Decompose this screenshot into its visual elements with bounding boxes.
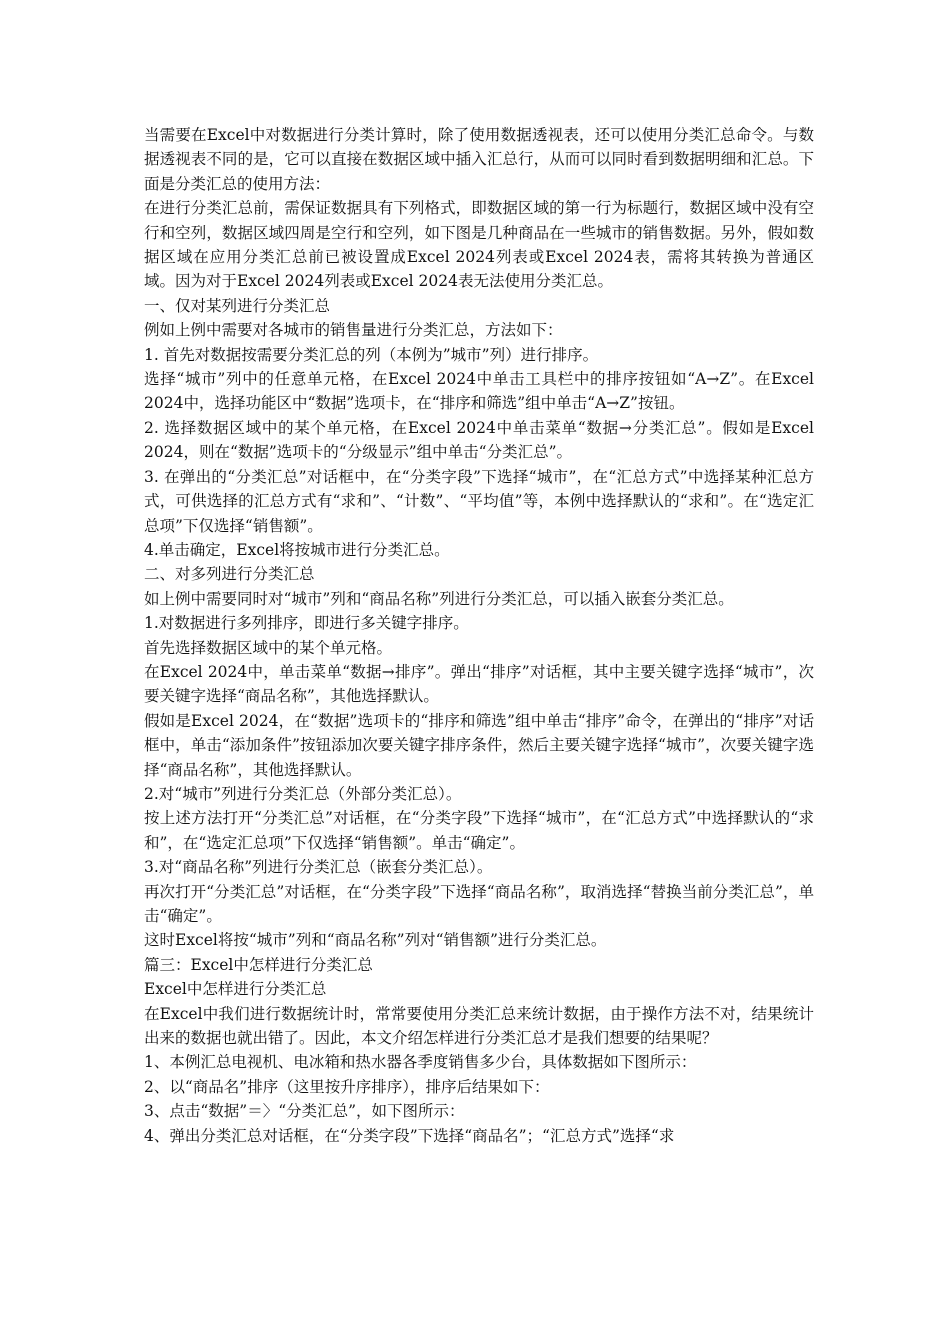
part-three-step-2: 2、以“商品名”排序（这里按升序排序），排序后结果如下： (144, 1077, 550, 1096)
section-heading-single-column: 一、仅对某列进行分类汇总 (144, 296, 331, 315)
part-three-heading: 篇三：Excel中怎样进行分类汇总 (144, 955, 373, 974)
step-1-detail: 选择“城市”列中的任意单元格，在Excel 2024中单击工具栏中的排序按钮如“A→Z”。在Excel 2024中，选择功能区中“数据”选项卡，在“排序和筛选”组中单击“A→Z”按钮。 (144, 370, 814, 413)
multi-step-3-detail: 再次打开“分类汇总”对话框，在“分类字段”下选择“商品名称”，取消选择“替换当前分类汇总”，单击“确定”。 (144, 882, 814, 925)
part-three-step-3: 3、点击“数据”＝〉“分类汇总”，如下图所示： (144, 1102, 465, 1121)
multi-step-3: 3.对“商品名称”列进行分类汇总（嵌套分类汇总）。 (144, 858, 493, 877)
step-2-subtotal-menu: 2. 选择数据区域中的某个单元格，在Excel 2024中单击菜单“数据→分类汇总”。假如是Excel 2024，则在“数据”选项卡的“分级显示”组中单击“分类汇总”。 (144, 418, 814, 462)
part-three-intro: 在Excel中我们进行数据统计时，常常要使用分类汇总来统计数据，由于操作方法不对，结果统计出来的数据也就出错了。因此，本文介绍怎样进行分类汇总才是我们想要的结果呢？ (144, 1004, 814, 1048)
format-requirement-paragraph: 在进行分类汇总前，需保证数据具有下列格式，即数据区域的第一行为标题行，数据区域中没有空行和空列，数据区域四周是空行和空列，如下图是几种商品在一些城市的销售数据。另外，假如数据区域在应用分类汇总前已被设置成Excel 2024列表或Excel 2024表，需将其转换为普通区域。因为对于Excel 2024列表或Excel 2024表无法使用分类汇总。 (144, 199, 814, 291)
intro-paragraph: 当需要在Excel中对数据进行分类计算时，除了使用数据透视表，还可以使用分类汇总命令。与数据透视表不同的是，它可以直接在数据区域中插入汇总行，从而可以同时看到数据明细和汇总。下面是分类汇总的使用方法： (144, 126, 814, 193)
multi-step-2-detail: 按上述方法打开“分类汇总”对话框，在“分类字段”下选择“城市”，在“汇总方式”中选择默认的“求和”，在“选定汇总项”下仅选择“销售额”。单击“确定”。 (144, 809, 814, 852)
nested-subtotal-intro: 如上例中需要同时对“城市”列和“商品名称”列进行分类汇总，可以插入嵌套分类汇总。 (144, 589, 734, 608)
part-three-title: Excel中怎样进行分类汇总 (144, 980, 327, 999)
part-three-step-1: 1、本例汇总电视机、电冰箱和热水器各季度销售多少台，具体数据如下图所示： (144, 1053, 697, 1072)
multi-step-2: 2.对“城市”列进行分类汇总（外部分类汇总）。 (144, 784, 462, 803)
document-body (144, 123, 814, 1148)
multi-step-1-ribbon: 假如是Excel 2024，在“数据”选项卡的“排序和筛选”组中单击“排序”命令，在弹出的“排序”对话框中，单击“添加条件”按钮添加次要关键字排序条件，然后主要关键字选择“城市”，次要关键字选择“商品名称”，其他选择默认。 (144, 711, 814, 779)
example-intro-paragraph: 例如上例中需要对各城市的销售量进行分类汇总，方法如下： (144, 321, 563, 340)
multi-step-1: 1.对数据进行多列排序，即进行多关键字排序。 (144, 614, 469, 633)
multi-step-1-select: 首先选择数据区域中的某个单元格。 (144, 638, 393, 657)
multi-step-1-sort-dialog: 在Excel 2024中，单击菜单“数据→排序”。弹出“排序”对话框，其中主要关键字选择“城市”，次要关键字选择“商品名称”，其他选择默认。 (144, 662, 814, 706)
multi-result: 这时Excel将按“城市”列和“商品名称”列对“销售额”进行分类汇总。 (144, 931, 607, 950)
step-4-confirm: 4.单击确定，Excel将按城市进行分类汇总。 (144, 540, 450, 559)
part-three-step-4: 4、弹出分类汇总对话框，在“分类字段”下选择“商品名”；“汇总方式”选择“求 (144, 1126, 675, 1145)
step-1-sort: 1. 首先对数据按需要分类汇总的列（本例为”城市”列）进行排序。 (144, 345, 599, 364)
section-heading-multi-column: 二、对多列进行分类汇总 (144, 565, 315, 584)
step-3-dialog: 3. 在弹出的“分类汇总”对话框中，在“分类字段”下选择“城市”，在“汇总方式”中选择某种汇总方式，可供选择的汇总方式有“求和”、“计数”、“平均值”等，本例中选择默认的“求和”。在“选定汇总项”下仅选择“销售额”。 (144, 467, 814, 535)
